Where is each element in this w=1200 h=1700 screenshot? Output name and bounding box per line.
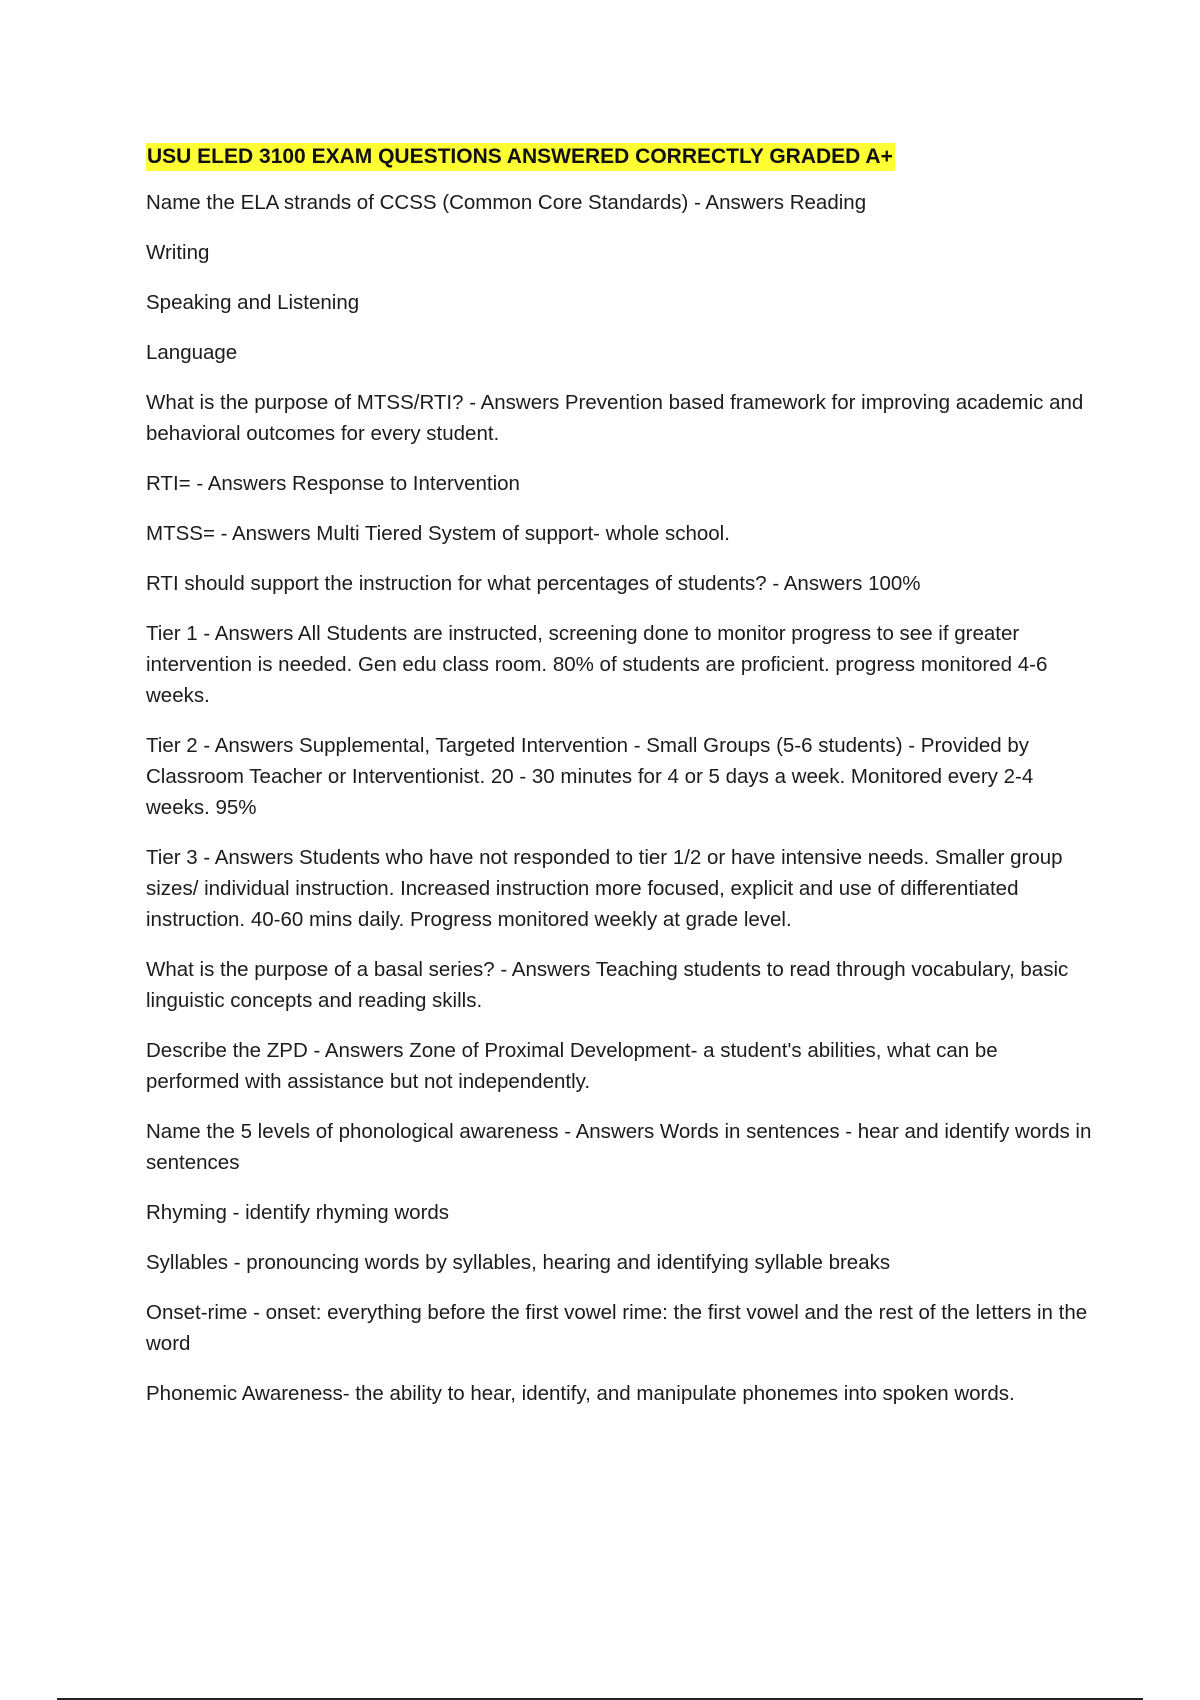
document-body (146, 143, 1096, 1428)
paragraph-speaking-listening: Speaking and Listening (146, 291, 360, 314)
paragraph-ela-strands: Name the ELA strands of CCSS (Common Core Standards) - Answers Reading (146, 191, 867, 214)
paragraph-basal-series: What is the purpose of a basal series? - Answers Teaching students to read through vocabulary, basic linguistic concepts and reading skills. (146, 958, 1069, 1012)
paragraph-tier-1: Tier 1 - Answers All Students are instructed, screening done to monitor progress to see if greater intervention is needed. Gen edu class room. 80% of students are proficient. progress monitored 4-6 weeks. (146, 622, 1048, 707)
paragraph-zpd: Describe the ZPD - Answers Zone of Proximal Development- a student's abilities, what can be performed with assistance but not independently. (146, 1039, 998, 1093)
paragraph-mtss-purpose: What is the purpose of MTSS/RTI? - Answers Prevention based framework for improving academic and behavioral outcomes for every student. (146, 391, 1084, 445)
paragraph-syllables: Syllables - pronouncing words by syllables, hearing and identifying syllable breaks (146, 1251, 891, 1274)
document-title: USU ELED 3100 EXAM QUESTIONS ANSWERED CORRECTLY GRADED A+ (146, 143, 895, 171)
paragraph-rhyming: Rhyming - identify rhyming words (146, 1201, 450, 1224)
paragraph-tier-2: Tier 2 - Answers Supplemental, Targeted Intervention - Small Groups (5-6 students) - Provided by Classroom Teacher or Interventionist. 20 - 30 minutes for 4 or 5 days a week. Monitored every 2-4 weeks. 95% (146, 734, 1034, 819)
paragraph-mtss-definition: MTSS= - Answers Multi Tiered System of support- whole school. (146, 522, 730, 545)
paragraph-writing: Writing (146, 241, 210, 264)
paragraph-phonemic-awareness: Phonemic Awareness- the ability to hear, identify, and manipulate phonemes into spoken words. (146, 1382, 1015, 1405)
paragraph-onset-rime: Onset-rime - onset: everything before the first vowel rime: the first vowel and the rest of the letters in the word (146, 1301, 1088, 1355)
paragraph-rti-percentage: RTI should support the instruction for what percentages of students? - Answers 100% (146, 572, 921, 595)
paragraph-rti-definition: RTI= - Answers Response to Intervention (146, 472, 520, 495)
paragraph-language: Language (146, 341, 238, 364)
paragraph-phonological-levels: Name the 5 levels of phonological awareness - Answers Words in sentences - hear and identify words in sentences (146, 1120, 1092, 1174)
paragraph-tier-3: Tier 3 - Answers Students who have not responded to tier 1/2 or have intensive needs. Smaller group sizes/ individual instruction. Increased instruction more focused, explicit and use of differentiated instruction. 40-60 mins daily. Progress monitored weekly at grade level. (146, 846, 1063, 931)
